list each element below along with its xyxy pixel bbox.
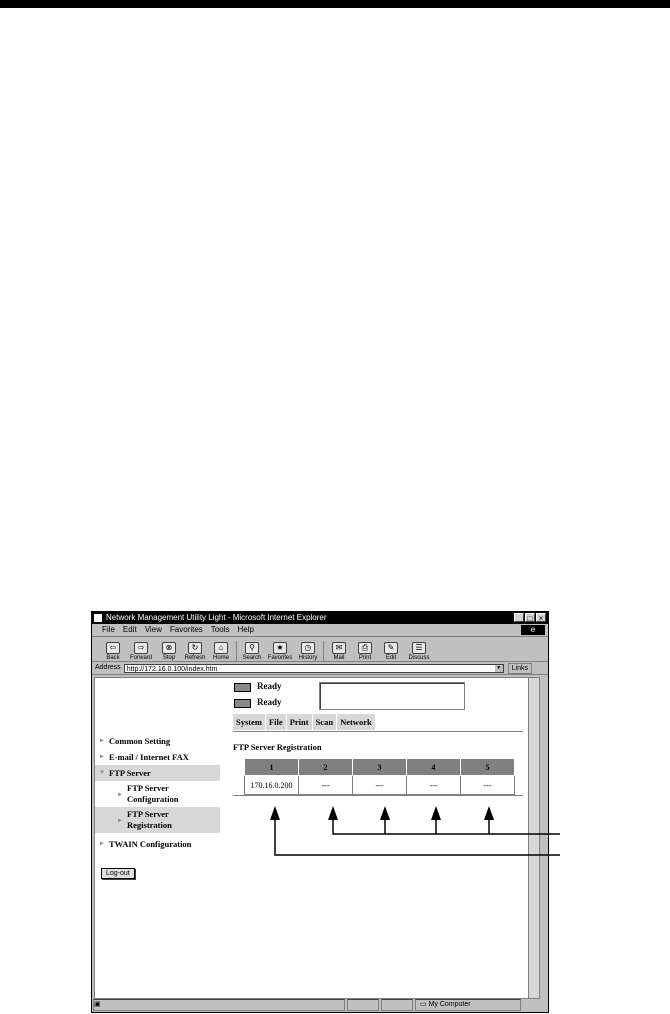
sidebar [95,733,220,852]
mail-button[interactable] [326,642,352,661]
printer-icon [233,680,251,692]
search-icon: ⚲ [245,642,259,654]
sidebar-item-label: TWAIN Configuration [109,839,192,849]
sidebar-item-label: Common Setting [109,736,171,746]
column-header: 4 [407,759,461,776]
computer-icon: ▭ [420,1001,429,1008]
tab-print[interactable]: Print [287,714,313,730]
subitem-line1: FTP Server [127,783,169,793]
history-icon: ◷ [301,642,315,654]
stop-button[interactable] [156,642,182,661]
menu-tools[interactable]: Tools [210,625,230,634]
tab-bar [233,714,376,730]
sidebar-item-label: FTP Server [109,768,151,778]
table-row [245,776,515,795]
stop-label: Stop [162,655,176,661]
section-title: FTP Server Registration [233,742,322,752]
scanner-icon [233,696,251,708]
tab-underline [233,731,523,732]
mail-icon: ✉ [332,642,346,654]
page-top-rule [0,0,670,8]
links-button[interactable]: Links [508,663,532,674]
address-label: Address [95,664,121,671]
tab-network[interactable]: Network [337,714,376,730]
column-header: 1 [245,759,299,776]
arrow-right-icon: ► [117,818,123,824]
forward-arrow-icon: ⇨ [134,642,148,654]
sidebar-item-common-setting[interactable] [95,733,220,749]
ftp-entry-link[interactable]: --- [407,776,461,795]
toolbar [92,637,548,662]
favorites-label: Favorites [267,655,293,661]
arrow-down-icon: ▼ [99,770,105,776]
favorites-icon: ★ [273,642,287,654]
sidebar-item-email-fax[interactable] [95,749,220,765]
status-bar [92,998,548,1012]
subitem-line1: FTP Server [127,809,169,819]
printer-status [233,678,282,710]
ie-app-icon [94,614,102,622]
column-header: 3 [353,759,407,776]
column-header: 5 [461,759,515,776]
tab-file[interactable]: File [266,714,287,730]
discuss-button[interactable] [404,642,434,661]
print-label: Print [358,655,372,661]
sidebar-item-ftp-server[interactable] [95,765,220,781]
forward-label: Forward [129,655,152,661]
discuss-icon: ☰ [412,642,426,654]
refresh-button[interactable] [182,642,208,661]
print-button[interactable] [352,642,378,661]
back-label: Back [106,655,120,661]
arrow-right-icon: ► [117,792,123,798]
address-bar [92,662,548,675]
discuss-label: Discuss [408,655,430,661]
arrow-right-icon: ► [99,754,105,760]
window-title: Network Management Utility Light - Microsoft Internet Explorer [106,613,327,622]
refresh-label: Refresh [184,655,206,661]
history-button[interactable] [295,642,321,661]
print-icon: ⎙ [358,642,372,654]
refresh-icon: ↻ [188,642,202,654]
history-label: History [298,655,318,661]
maximize-button[interactable]: □ [525,613,535,622]
ftp-entry-link[interactable]: --- [461,776,515,795]
toolbar-separator [323,641,324,661]
column-header: 2 [299,759,353,776]
back-arrow-icon: ⇦ [106,642,120,654]
printer-status-text: Ready [257,681,282,691]
title-bar [92,612,548,624]
status-zone [415,999,521,1011]
home-button[interactable] [208,642,234,661]
sidebar-subitem-ftp-configuration[interactable] [95,781,220,807]
tab-scan[interactable]: Scan [313,714,337,730]
search-label: Search [242,655,262,661]
ie-throbber-icon: e [521,625,545,635]
ftp-entry-link[interactable]: --- [353,776,407,795]
home-icon: ⌂ [214,642,228,654]
edit-label: Edit [385,655,397,661]
ftp-registration-table [244,758,515,795]
menu-edit[interactable]: Edit [122,625,137,634]
stop-icon: ⊗ [162,642,176,654]
status-cell [381,999,413,1011]
page-content [94,677,540,999]
menu-favorites[interactable]: Favorites [169,625,203,634]
tab-system[interactable]: System [233,714,266,730]
scanner-status-text: Ready [257,697,282,707]
status-main [93,999,345,1011]
close-button[interactable]: × [536,613,546,622]
edit-icon: ✎ [384,642,398,654]
sidebar-item-label: E-mail / Internet FAX [109,752,189,762]
favorites-button[interactable] [265,642,295,661]
status-cell [347,999,379,1011]
mail-label: Mail [333,655,345,661]
forward-button[interactable] [126,642,156,661]
page-icon: ▣ [94,1001,101,1008]
address-input[interactable] [124,664,504,673]
arrow-right-icon: ► [99,738,105,744]
subitem-line2: Configuration [127,794,179,804]
arrow-right-icon: ► [99,841,105,847]
back-button[interactable] [100,642,126,661]
vertical-scrollbar[interactable] [528,678,539,998]
ftp-entry-link[interactable]: 170.16.0.200 [245,776,299,795]
home-label: Home [212,655,229,661]
search-button[interactable] [239,642,265,661]
message-box [319,682,465,710]
zone-label: My Computer [428,1001,471,1008]
menu-help[interactable]: Help [237,625,254,634]
browser-window [91,611,549,1013]
address-dropdown-icon[interactable]: ▼ [496,664,502,671]
table-header-row [245,759,515,776]
logout-button[interactable]: Log-out [101,868,135,879]
menu-file[interactable]: File [102,625,115,634]
subitem-line2: Registration [127,820,172,830]
toolbar-separator [236,641,237,661]
menu-view[interactable]: View [144,625,162,634]
sidebar-subitem-ftp-registration[interactable] [95,807,220,833]
menu-bar [92,624,548,637]
edit-button[interactable] [378,642,404,661]
minimize-button[interactable]: _ [514,613,524,622]
sidebar-item-twain[interactable] [95,836,220,852]
address-url: http://172.16.0.100/index.htm [126,665,218,673]
section-divider [233,795,523,796]
ftp-entry-link[interactable]: --- [299,776,353,795]
